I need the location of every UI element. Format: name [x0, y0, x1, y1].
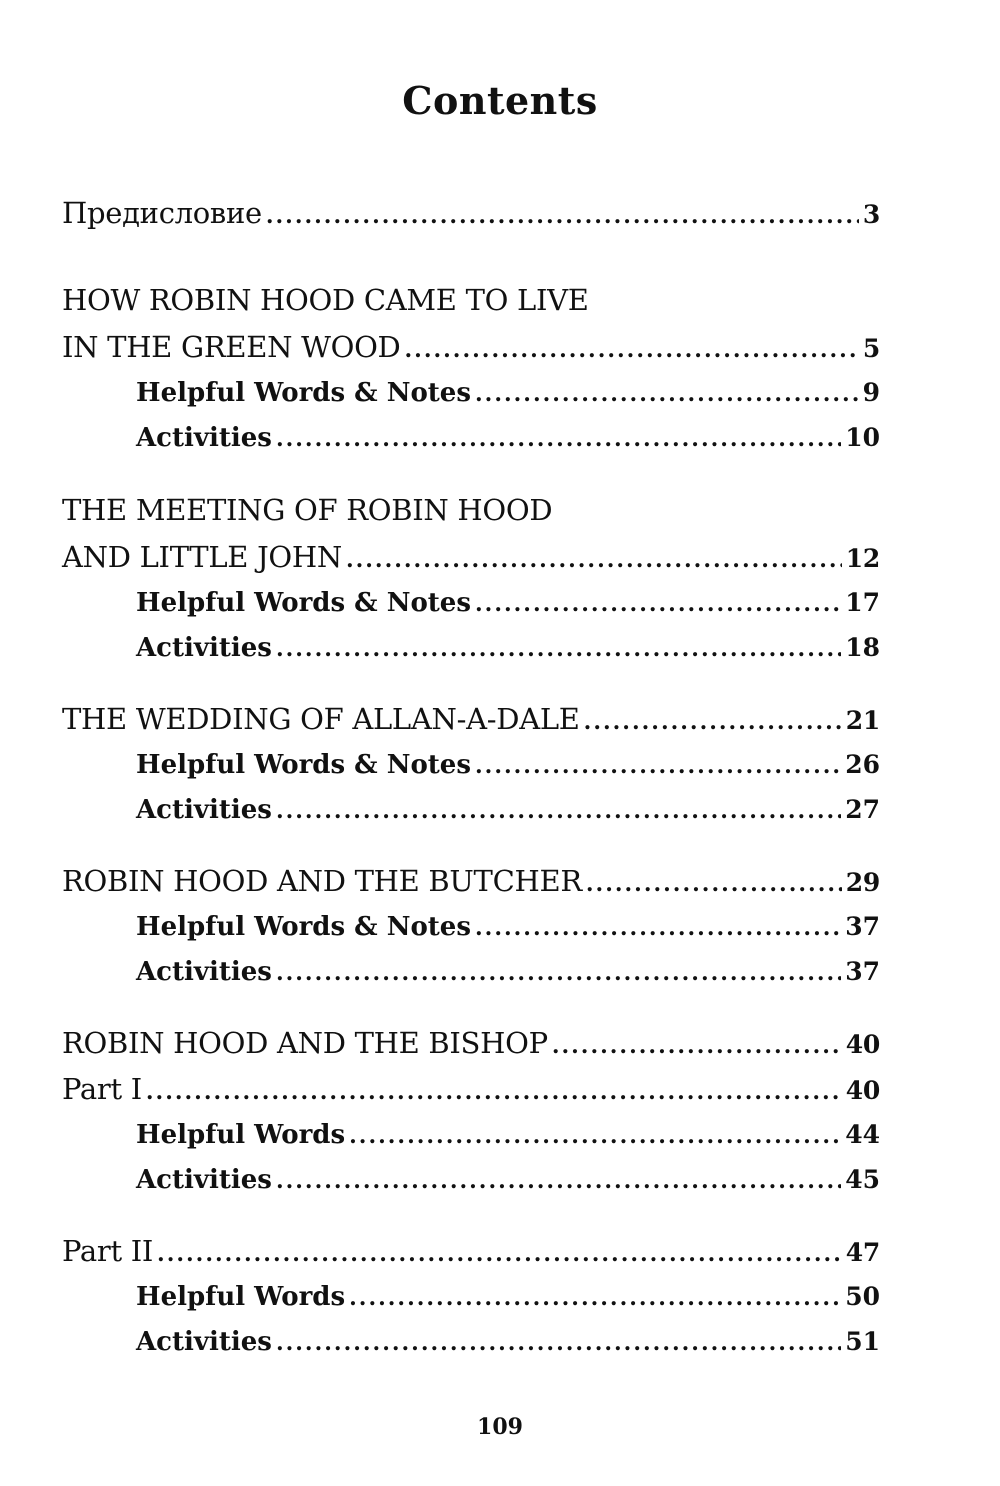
- toc-entry[interactable]: [62, 696, 880, 742]
- toc-subentry[interactable]: [62, 415, 880, 460]
- toc-heading-line: [62, 486, 880, 534]
- dot-leader: [475, 744, 841, 789]
- toc-section-green-wood: [62, 276, 880, 460]
- toc-entry[interactable]: [62, 858, 880, 904]
- toc-subentry[interactable]: [62, 1319, 880, 1364]
- toc-subentry-page: 37: [845, 912, 880, 941]
- toc-subentry-page: 27: [845, 795, 880, 824]
- toc-subentry-page: 44: [845, 1120, 880, 1149]
- toc-section-part-two: [62, 1228, 880, 1364]
- dot-leader: [157, 1231, 842, 1277]
- dot-leader: [349, 1276, 841, 1321]
- dot-leader: [276, 417, 841, 462]
- toc-subentry-title: Activities: [136, 957, 272, 987]
- toc-section-foreword: [62, 190, 880, 236]
- toc-subentry[interactable]: [62, 904, 880, 949]
- toc-subentry-title: Helpful Words: [136, 1282, 346, 1312]
- toc-entry-title: ROBIN HOOD AND THE BUTCHER: [62, 864, 582, 898]
- toc-subentry[interactable]: [62, 949, 880, 994]
- toc-entry-title: ROBIN HOOD AND THE BISHOP: [62, 1026, 548, 1060]
- dot-leader: [586, 861, 842, 907]
- toc-section-allan-a-dale: [62, 696, 880, 832]
- toc-subentry[interactable]: [62, 787, 880, 832]
- toc-entry-title: Part II: [62, 1234, 154, 1268]
- toc-subentry-page: 18: [845, 633, 880, 662]
- toc-entry-page: 40: [845, 1030, 880, 1059]
- page-title: Contents: [402, 78, 598, 123]
- toc-entry-title: AND LITTLE JOHN: [62, 540, 342, 574]
- toc-section-bishop: [62, 1020, 880, 1202]
- toc-subentry-page: 26: [845, 750, 880, 779]
- toc-entry-page: 21: [845, 706, 880, 735]
- toc-entry[interactable]: [62, 190, 880, 236]
- toc-subentry-title: Helpful Words: [136, 1120, 346, 1150]
- toc-entry-page: 5: [862, 334, 880, 363]
- toc-heading-line: [62, 276, 880, 324]
- toc-subentry-page: 10: [845, 423, 880, 452]
- toc-section-little-john: [62, 486, 880, 670]
- toc-subentry[interactable]: [62, 370, 880, 415]
- dot-leader: [552, 1023, 842, 1069]
- toc-entry-page: 29: [845, 868, 880, 897]
- toc-subentry[interactable]: [62, 1157, 880, 1202]
- toc-subentry-title: Activities: [136, 633, 272, 663]
- toc-subentry-title: Helpful Words & Notes: [136, 750, 471, 780]
- toc-entry[interactable]: [62, 324, 880, 370]
- toc-entry[interactable]: [62, 534, 880, 580]
- toc-subentry-title: Activities: [136, 423, 272, 453]
- dot-leader: [276, 951, 841, 996]
- table-of-contents: [62, 190, 880, 1390]
- toc-entry-page: 3: [862, 200, 880, 229]
- toc-section-butcher: [62, 858, 880, 994]
- dot-leader: [266, 193, 859, 239]
- toc-subentry[interactable]: [62, 1274, 880, 1319]
- toc-heading-text: THE MEETING OF ROBIN HOOD: [62, 493, 553, 527]
- toc-entry-page: 12: [845, 544, 880, 573]
- toc-entry-title: THE WEDDING OF ALLAN-A-DALE: [62, 702, 580, 736]
- toc-subentry-title: Activities: [136, 1165, 272, 1195]
- dot-leader: [146, 1069, 842, 1115]
- dot-leader: [349, 1114, 841, 1159]
- toc-entry-page: 40: [845, 1076, 880, 1105]
- toc-subentry-page: 51: [845, 1327, 880, 1356]
- page-number: 109: [477, 1414, 523, 1440]
- toc-subentry[interactable]: [62, 742, 880, 787]
- toc-subentry-title: Helpful Words & Notes: [136, 588, 471, 618]
- toc-subentry-page: 37: [845, 957, 880, 986]
- dot-leader: [584, 699, 842, 745]
- toc-subentry[interactable]: [62, 580, 880, 625]
- toc-subentry-page: 17: [845, 588, 880, 617]
- toc-subentry-title: Helpful Words & Notes: [136, 912, 471, 942]
- toc-entry-title: Part I: [62, 1072, 142, 1106]
- dot-leader: [475, 582, 841, 627]
- dot-leader: [276, 1159, 841, 1204]
- toc-subentry-title: Activities: [136, 795, 272, 825]
- dot-leader: [276, 627, 841, 672]
- dot-leader: [346, 537, 842, 583]
- toc-subentry-page: 45: [845, 1165, 880, 1194]
- dot-leader: [475, 372, 859, 417]
- toc-entry-page: 47: [845, 1238, 880, 1267]
- toc-entry-title: Предисловие: [62, 196, 262, 230]
- toc-entry[interactable]: [62, 1228, 880, 1274]
- toc-entry[interactable]: [62, 1066, 880, 1112]
- dot-leader: [276, 789, 841, 834]
- toc-subentry-page: 9: [862, 378, 880, 407]
- dot-leader: [276, 1321, 841, 1366]
- toc-subentry-title: Activities: [136, 1327, 272, 1357]
- toc-subentry-title: Helpful Words & Notes: [136, 378, 471, 408]
- dot-leader: [475, 906, 841, 951]
- toc-entry-title: IN THE GREEN WOOD: [62, 330, 401, 364]
- dot-leader: [405, 327, 859, 373]
- toc-heading-text: HOW ROBIN HOOD CAME TO LIVE: [62, 283, 589, 317]
- toc-entry[interactable]: [62, 1020, 880, 1066]
- toc-subentry-page: 50: [845, 1282, 880, 1311]
- toc-subentry[interactable]: [62, 1112, 880, 1157]
- toc-subentry[interactable]: [62, 625, 880, 670]
